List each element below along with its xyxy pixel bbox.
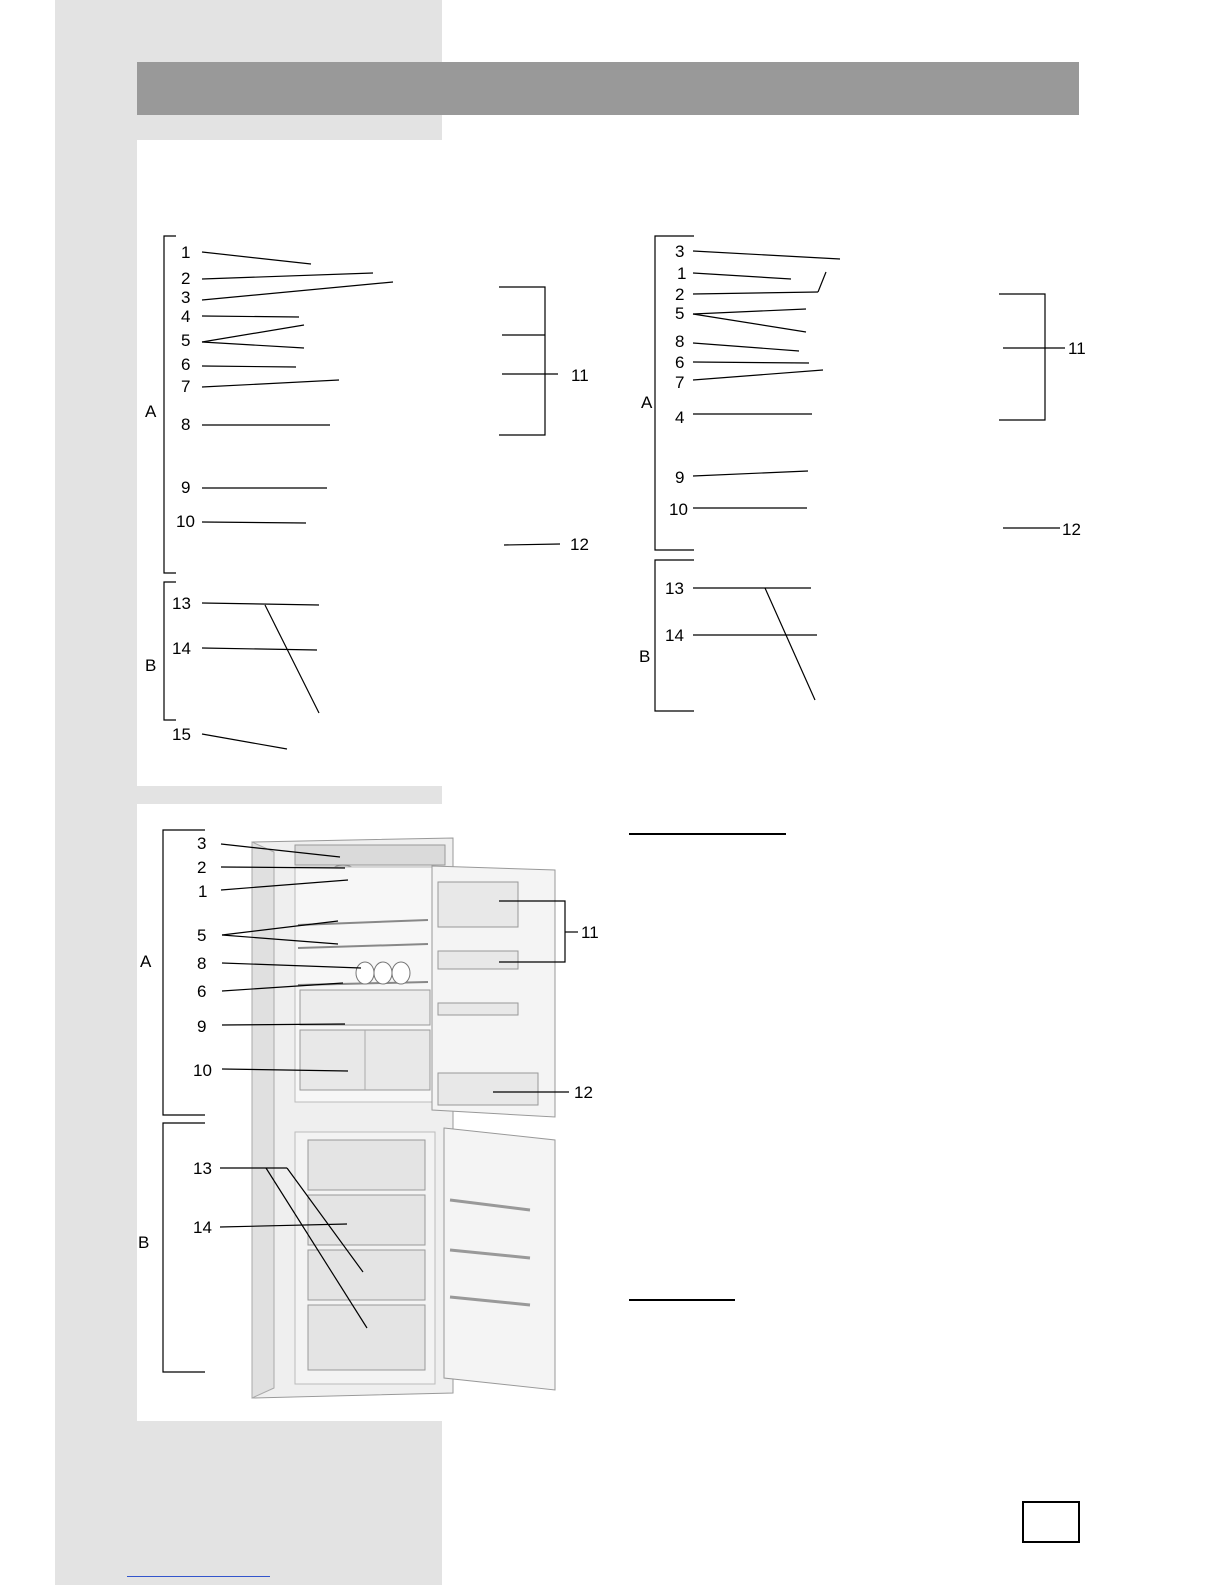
callout-label: 13 [193,1159,212,1178]
callout-label: 4 [181,307,191,326]
callout-label: 1 [181,243,191,262]
section-label-a: A [145,402,157,421]
bracket-section-a [164,236,176,573]
section-label-b: B [639,647,651,666]
callout-label: 4 [675,408,685,427]
diagram-a [164,236,560,749]
heading-underline-1 [629,833,786,835]
callout-label: 11 [1068,339,1086,358]
callout-label: 6 [197,982,207,1001]
callout-label: 10 [669,500,688,519]
callout-label: 14 [193,1218,212,1237]
callout-label: 7 [675,373,685,392]
diagram-a-labels [145,243,589,744]
egg-tray [356,962,410,984]
callout-label: 3 [197,834,207,853]
callout-label: 11 [581,923,599,942]
callout-label: 5 [197,926,207,945]
callout-label: 1 [198,882,208,901]
callout-label: 12 [1062,520,1081,539]
heading-underline-2 [629,1299,735,1301]
callout-label: 13 [172,594,191,613]
callout-label: 12 [574,1083,593,1102]
section-label-a: A [140,952,152,971]
callout-label: 8 [197,954,207,973]
callout-label: 10 [176,512,195,531]
callout-label: 9 [197,1017,207,1036]
callout-label: 9 [181,478,191,497]
callout-label: 3 [675,242,685,261]
callout-label: 15 [172,725,191,744]
section-label-b: B [145,656,157,675]
callout-label: 9 [675,468,685,487]
section-label-b: B [138,1233,150,1252]
callout-label: 6 [181,355,191,374]
diagram-b-labels [639,242,1086,666]
section-label-a: A [641,393,653,412]
callout-label: 5 [181,331,191,350]
callout-label: 3 [181,288,191,307]
callout-label: 1 [677,264,687,283]
callout-label: 5 [675,304,685,323]
callout-label: 8 [675,332,685,351]
callout-label: 2 [181,269,191,288]
callout-label: 11 [571,366,589,385]
footer-link-underline [127,1576,270,1577]
callout-label: 7 [181,377,191,396]
callout-label: 12 [570,535,589,554]
callout-label: 2 [197,858,207,877]
callout-label: 2 [675,285,685,304]
callout-label: 8 [181,415,191,434]
callout-label: 10 [193,1061,212,1080]
callout-label: 14 [665,626,684,645]
callout-label: 6 [675,353,685,372]
callout-label: 14 [172,639,191,658]
callout-label: 13 [665,579,684,598]
page-number-box [1022,1501,1080,1543]
fridge-illustration [232,826,587,1416]
diagram-b [655,236,1065,711]
